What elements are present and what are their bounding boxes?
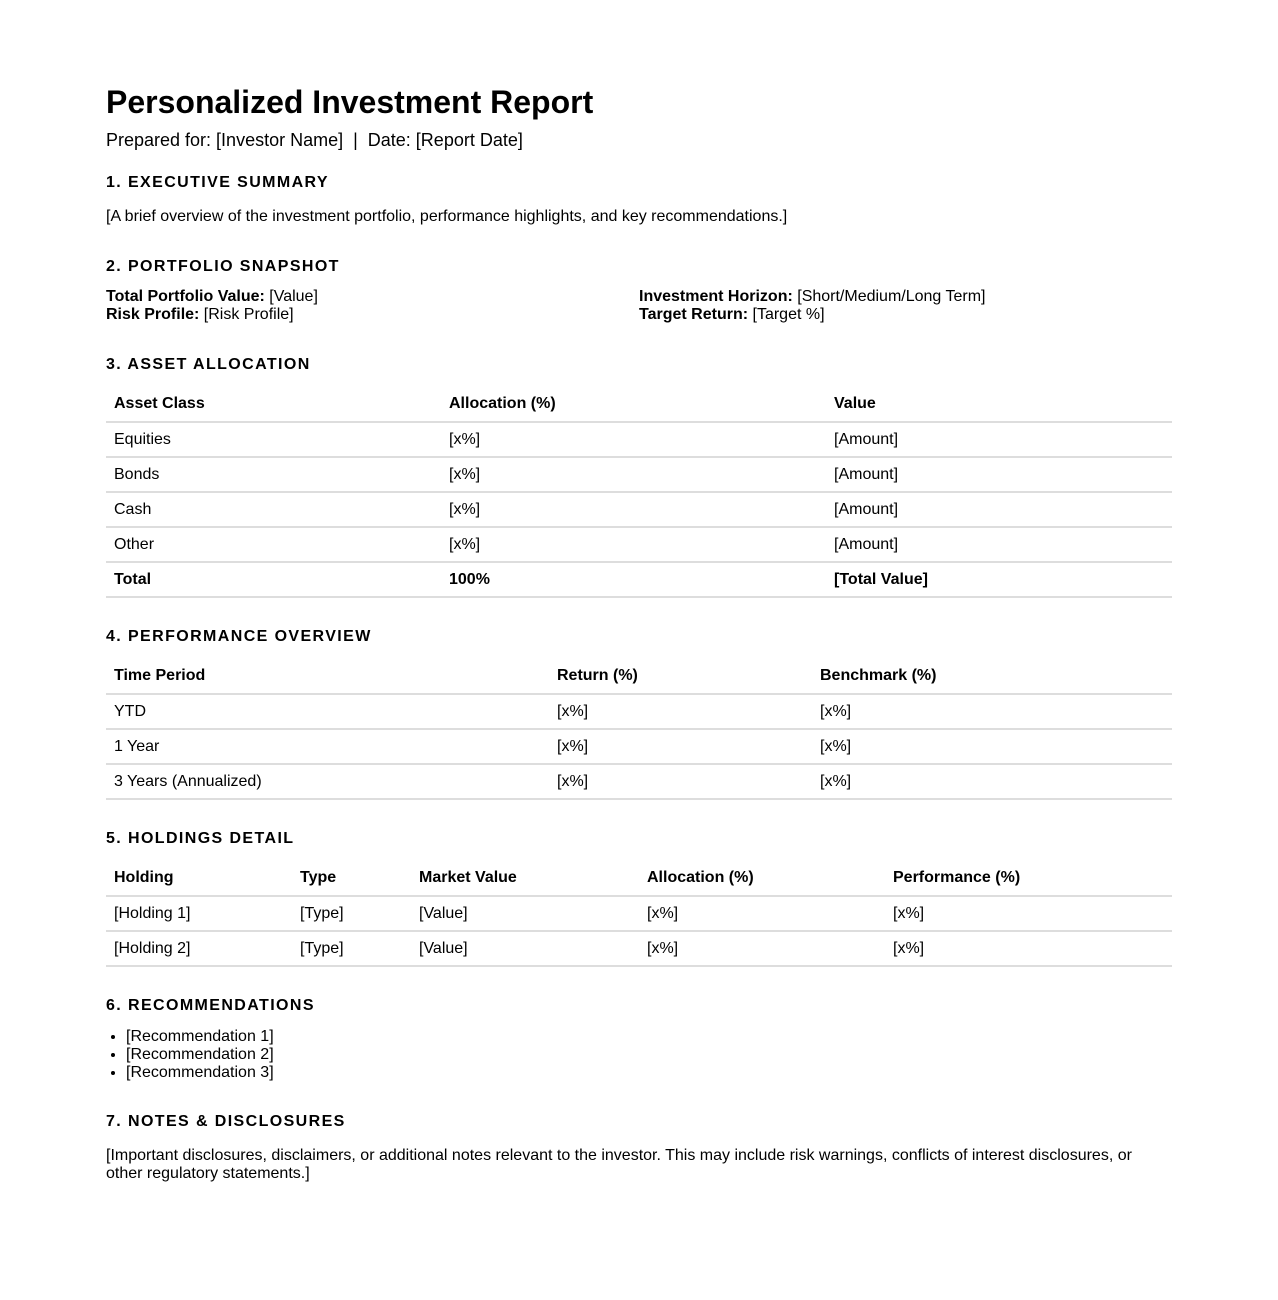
field-label: Target Return: <box>639 306 749 323</box>
report-subtitle: Prepared for: [Investor Name] | Date: [Report Date] <box>106 130 523 150</box>
table-cell: [x%] <box>441 492 826 527</box>
snapshot-left-column <box>106 288 639 324</box>
notes-disclosures-section <box>106 1112 1172 1183</box>
field-label: Risk Profile: <box>106 306 200 323</box>
section-heading: 6. RECOMMENDATIONS <box>106 997 315 1014</box>
field-value: [Risk Profile] <box>199 306 294 323</box>
section-heading: 7. NOTES & DISCLOSURES <box>106 1113 346 1130</box>
section-heading: 1. EXECUTIVE SUMMARY <box>106 174 329 191</box>
table-header-row <box>106 860 1172 896</box>
executive-summary-text: [A brief overview of the investment portfolio, performance highlights, and key recommendations.] <box>106 208 788 225</box>
snapshot-right-column <box>639 288 1172 324</box>
table-cell: [x%] <box>812 729 1172 764</box>
table-cell: [Holding 1] <box>106 896 292 931</box>
total-row <box>106 562 1172 597</box>
table-cell: [x%] <box>812 694 1172 729</box>
list-item: • [Recommendation 2] <box>126 1046 1172 1064</box>
section-heading: 3. ASSET ALLOCATION <box>106 356 311 373</box>
list-item: • [Recommendation 1] <box>126 1028 1172 1046</box>
column-header: Value <box>826 386 1172 422</box>
column-header: Allocation (%) <box>441 386 826 422</box>
column-header: Market Value <box>411 860 639 896</box>
table-cell: [x%] <box>885 931 1172 966</box>
column-header: Performance (%) <box>885 860 1172 896</box>
section-heading: 4. PERFORMANCE OVERVIEW <box>106 628 372 645</box>
holdings-table <box>106 860 1172 967</box>
table-cell: 100% <box>441 562 826 597</box>
table-cell: [Amount] <box>826 492 1172 527</box>
portfolio-snapshot-section <box>106 257 1172 324</box>
table-cell: 3 Years (Annualized) <box>106 764 549 799</box>
asset-allocation-section <box>106 355 1172 598</box>
table-cell: [Amount] <box>826 422 1172 457</box>
executive-summary-section <box>106 173 1172 226</box>
field-label: Total Portfolio Value: <box>106 288 265 305</box>
page-title: Personalized Investment Report <box>106 84 594 120</box>
table-cell: [x%] <box>441 422 826 457</box>
table-cell: Bonds <box>106 457 441 492</box>
recommendations-section <box>106 996 1172 1082</box>
table-row <box>106 527 1172 562</box>
table-cell: 1 Year <box>106 729 549 764</box>
recommendations-list <box>106 1028 1172 1082</box>
table-cell: YTD <box>106 694 549 729</box>
table-cell: [x%] <box>441 527 826 562</box>
list-item: • [Recommendation 3] <box>126 1064 1172 1082</box>
table-cell: [Value] <box>411 931 639 966</box>
table-row <box>106 764 1172 799</box>
total-portfolio-value <box>106 288 639 306</box>
table-cell: [x%] <box>639 896 885 931</box>
snapshot-grid <box>106 288 1172 324</box>
table-cell: [Amount] <box>826 457 1172 492</box>
holdings-detail-section <box>106 829 1172 967</box>
field-value: [Short/Medium/Long Term] <box>792 288 986 305</box>
table-cell: [x%] <box>549 729 812 764</box>
table-cell: [x%] <box>549 694 812 729</box>
table-cell: Other <box>106 527 441 562</box>
asset-allocation-table <box>106 386 1172 598</box>
column-header: Return (%) <box>549 658 812 694</box>
investment-horizon <box>639 288 1172 306</box>
column-header: Time Period <box>106 658 549 694</box>
table-row <box>106 492 1172 527</box>
table-cell: [Amount] <box>826 527 1172 562</box>
performance-table <box>106 658 1172 800</box>
table-row <box>106 694 1172 729</box>
table-row <box>106 931 1172 966</box>
table-cell: Cash <box>106 492 441 527</box>
report-header <box>106 80 1172 152</box>
column-header: Asset Class <box>106 386 441 422</box>
target-return <box>639 306 1172 324</box>
table-cell: [Type] <box>292 896 411 931</box>
notes-text: [Important disclosures, disclaimers, or additional notes relevant to the investor. This may include risk warnings, conflicts of interest disclosures, or other regulatory statements.] <box>106 1147 1132 1182</box>
table-cell: [Holding 2] <box>106 931 292 966</box>
performance-overview-section <box>106 627 1172 800</box>
field-label: Investment Horizon: <box>639 288 793 305</box>
table-row <box>106 422 1172 457</box>
table-cell: [Total Value] <box>826 562 1172 597</box>
table-cell: [x%] <box>812 764 1172 799</box>
table-header-row <box>106 386 1172 422</box>
column-header: Benchmark (%) <box>812 658 1172 694</box>
table-row <box>106 729 1172 764</box>
field-value: [Target %] <box>748 306 825 323</box>
section-heading: 5. HOLDINGS DETAIL <box>106 830 295 847</box>
column-header: Type <box>292 860 411 896</box>
table-cell: [Type] <box>292 931 411 966</box>
field-value: [Value] <box>264 288 318 305</box>
table-cell: [x%] <box>441 457 826 492</box>
table-cell: Total <box>106 562 441 597</box>
table-row <box>106 896 1172 931</box>
column-header: Holding <box>106 860 292 896</box>
section-heading: 2. PORTFOLIO SNAPSHOT <box>106 258 340 275</box>
table-cell: [x%] <box>885 896 1172 931</box>
table-row <box>106 457 1172 492</box>
table-header-row <box>106 658 1172 694</box>
table-cell: [x%] <box>639 931 885 966</box>
column-header: Allocation (%) <box>639 860 885 896</box>
risk-profile <box>106 306 639 324</box>
table-cell: [x%] <box>549 764 812 799</box>
table-cell: [Value] <box>411 896 639 931</box>
table-cell: Equities <box>106 422 441 457</box>
